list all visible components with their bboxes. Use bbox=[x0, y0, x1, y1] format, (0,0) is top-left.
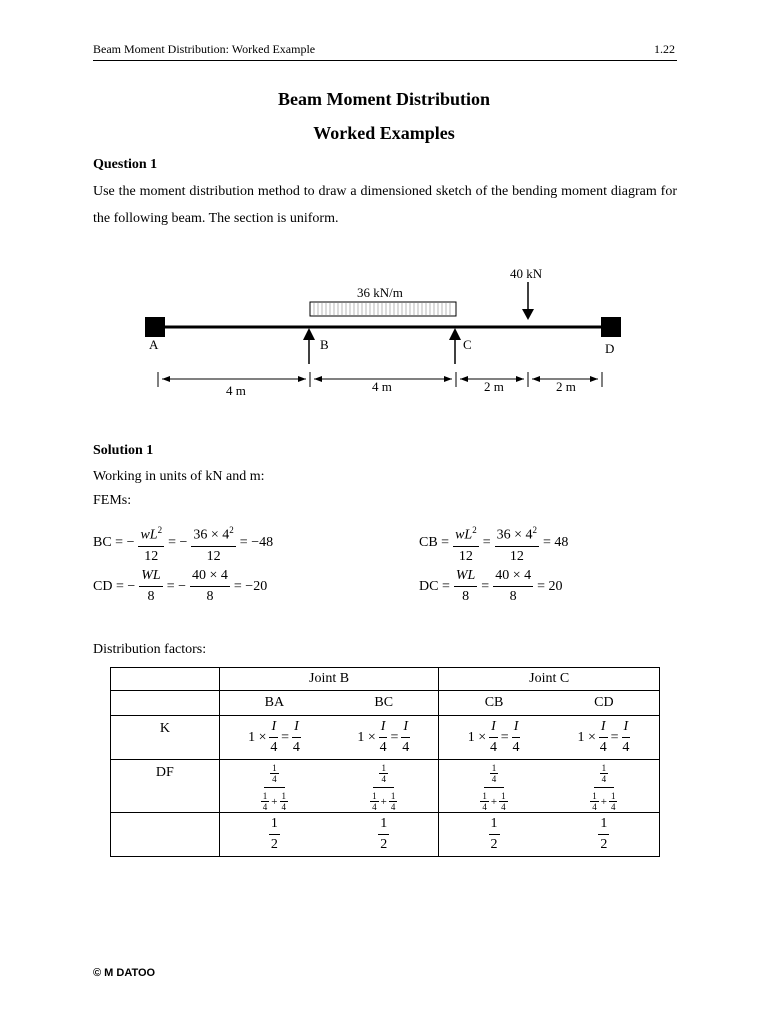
fem-cb-equation bbox=[419, 522, 568, 565]
fem-dc-mid: = bbox=[481, 578, 490, 594]
fem-cd-lhs: CD = − bbox=[93, 578, 136, 594]
fem-cd-frac2: $\frac{40 \times 4}{8}$ bbox=[192, 568, 228, 604]
member-cd: CD bbox=[549, 691, 660, 716]
table-blank-result-cell bbox=[111, 813, 220, 857]
support-label-c: C bbox=[463, 337, 472, 352]
fem-dc-equation bbox=[419, 568, 563, 605]
fem-cd-mid: = − bbox=[166, 578, 186, 594]
k-cell-cd: 1 × $\frac{I}{4}$ = $\frac{I}{4}$ bbox=[549, 716, 660, 760]
running-header-title: Beam Moment Distribution: Worked Example bbox=[93, 42, 316, 56]
joint-b-header: Joint B bbox=[219, 668, 439, 691]
df-result-bc: $\frac{1}{2}$ bbox=[329, 813, 439, 857]
table-blank-cell bbox=[111, 691, 220, 716]
k-cell-cb: 1 × $\frac{I}{4}$ = $\frac{I}{4}$ bbox=[439, 716, 549, 760]
fem-bc-mid: = − bbox=[168, 535, 188, 551]
fem-cb-mid: = bbox=[482, 535, 491, 551]
fixed-support-a bbox=[145, 317, 165, 337]
df-result-ba: $\frac{1}{2}$ bbox=[219, 813, 329, 857]
page-number: 1.22 bbox=[654, 42, 675, 56]
fem-cb-frac1: $\frac{wL^2}{12}$ bbox=[453, 522, 479, 565]
udl-label: 36 kN/m bbox=[357, 285, 403, 300]
fem-cd-result: = −20 bbox=[233, 578, 268, 594]
df-cell-cb: $\frac{1}{4}$ $\frac{1}{4}$ + $\frac{1}{4}$ bbox=[439, 760, 549, 813]
k-cell-bc: 1 × $\frac{I}{4}$ = $\frac{I}{4}$ bbox=[329, 716, 439, 760]
fem-bc-equation bbox=[93, 522, 273, 565]
fem-bc-frac2: $\frac{36 \times 4^2}{12}$ bbox=[191, 522, 235, 565]
fem-cb-lhs: CB = bbox=[419, 535, 450, 551]
header-rule bbox=[93, 60, 677, 61]
fem-cd-equation bbox=[93, 568, 267, 605]
fem-cb-frac2: $\frac{36 \times 4^2}{12}$ bbox=[495, 522, 539, 565]
fem-dc-frac2: $\frac{40 \times 4}{8}$ bbox=[495, 568, 532, 604]
fem-dc-frac1: $\frac{WL}{8}$ bbox=[455, 568, 476, 604]
fems-label: FEMs: bbox=[93, 493, 132, 508]
fem-dc-result: = 20 bbox=[537, 578, 563, 594]
support-label-d: D bbox=[605, 341, 615, 356]
dimension-load-d: 2 m bbox=[556, 379, 576, 394]
question-heading: Question 1 bbox=[93, 157, 158, 172]
dimension-c-load: 2 m bbox=[484, 379, 504, 394]
df-result-cd: $\frac{1}{2}$ bbox=[549, 813, 660, 857]
dimension-bc: 4 m bbox=[372, 379, 392, 394]
support-label-b: B bbox=[320, 337, 329, 352]
fem-cb-result: = 48 bbox=[543, 535, 569, 551]
page-subtitle: Worked Examples bbox=[313, 123, 455, 143]
table-corner-cell bbox=[111, 668, 220, 691]
fem-bc-result: = −48 bbox=[239, 535, 274, 551]
member-ba: BA bbox=[219, 691, 329, 716]
fem-bc-lhs: BC = − bbox=[93, 535, 135, 551]
copyright-footer: © M DATOO bbox=[93, 967, 156, 979]
member-bc: BC bbox=[329, 691, 439, 716]
point-load-label: 40 kN bbox=[510, 266, 543, 281]
beam-diagram bbox=[0, 260, 768, 410]
df-result-cb: $\frac{1}{2}$ bbox=[439, 813, 549, 857]
units-line: Working in units of kN and m: bbox=[93, 469, 265, 484]
df-cell-bc: $\frac{1}{4}$ $\frac{1}{4}$ + $\frac{1}{4}$ bbox=[329, 760, 439, 813]
page-title: Beam Moment Distribution bbox=[278, 89, 490, 109]
point-load-arrow-head bbox=[522, 309, 534, 320]
question-text bbox=[93, 178, 677, 232]
df-cell-ba: $\frac{1}{4}$ $\frac{1}{4}$ + $\frac{1}{4}$ bbox=[219, 760, 329, 813]
df-label: Distribution factors: bbox=[93, 642, 207, 657]
support-label-a: A bbox=[149, 337, 159, 352]
fixed-support-d bbox=[601, 317, 621, 337]
row-label-df: DF bbox=[111, 760, 220, 813]
fem-cd-frac1: $\frac{WL}{8}$ bbox=[141, 568, 161, 604]
k-cell-ba: 1 × $\frac{I}{4}$ = $\frac{I}{4}$ bbox=[219, 716, 329, 760]
question-text-body: Use the moment distribution method to draw a dimensioned sketch of the bending moment diagram for the following beam. The section is uniform. bbox=[93, 184, 677, 226]
distribution-factor-table bbox=[110, 667, 660, 857]
row-label-k: K bbox=[111, 716, 220, 760]
solution-heading: Solution 1 bbox=[93, 443, 154, 458]
fem-bc-frac1: $\frac{wL^2}{12}$ bbox=[138, 522, 164, 565]
member-cb: CB bbox=[439, 691, 549, 716]
dimension-ab: 4 m bbox=[226, 383, 246, 398]
df-cell-cd: $\frac{1}{4}$ $\frac{1}{4}$ + $\frac{1}{4}$ bbox=[549, 760, 660, 813]
joint-c-header: Joint C bbox=[439, 668, 660, 691]
fem-dc-lhs: DC = bbox=[419, 578, 450, 594]
